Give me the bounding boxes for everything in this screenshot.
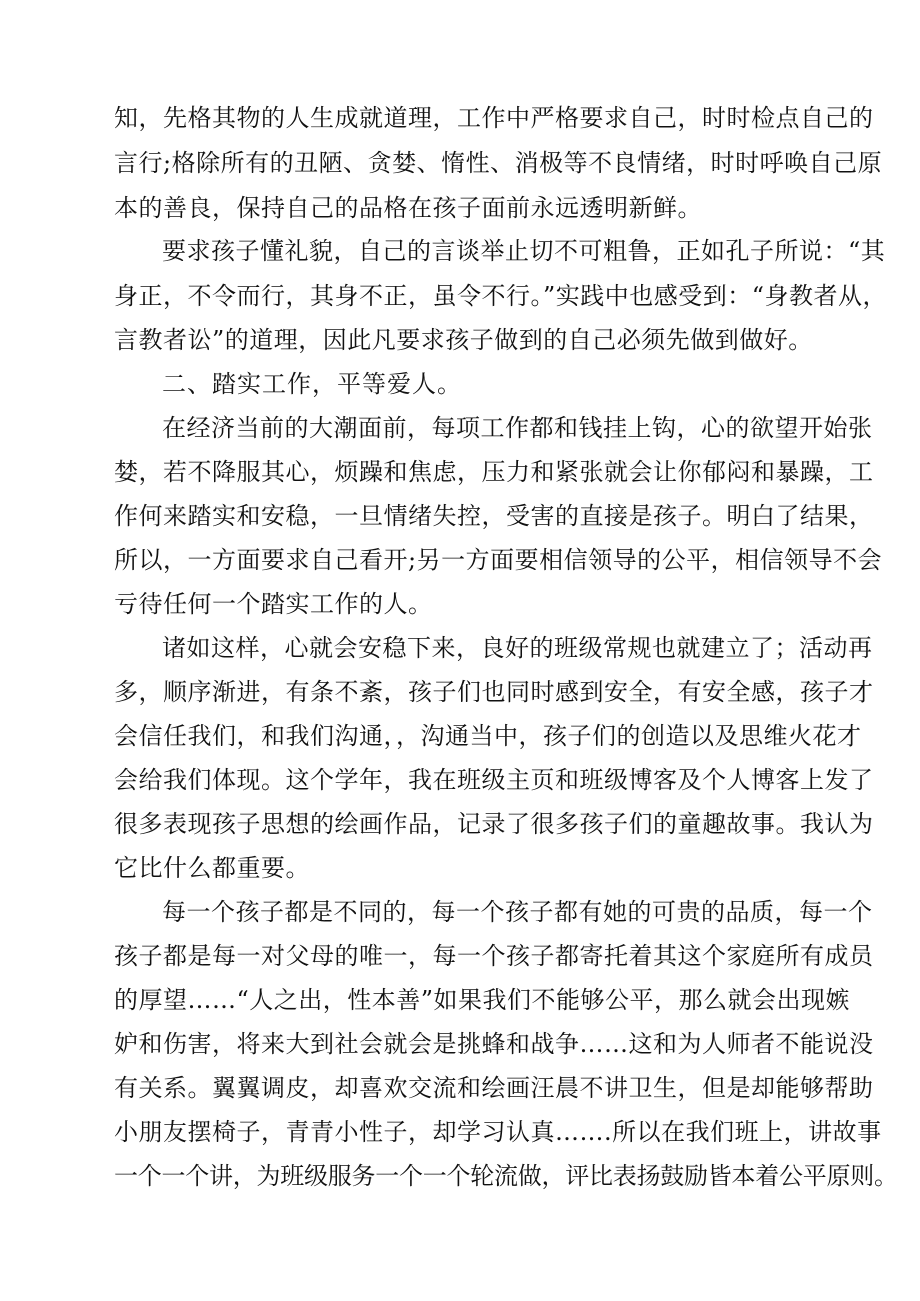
text-line: 妒和伤害，将来大到社会就会是挑蜂和战争……这和为人师者不能说没	[114, 1030, 874, 1058]
paragraph-start-line: 每一个孩子都是不同的，每一个孩子都有她的可贵的品质，每一个	[162, 898, 873, 926]
text-line: 本的善良，保持自己的品格在孩子面前永远透明新鲜。	[114, 194, 702, 222]
text-line: 作何来踏实和安稳，一旦情绪失控，受害的直接是孩子。明白了结果，	[114, 502, 874, 530]
text-line: 的厚望……“人之出，性本善”如果我们不能够公平，那么就会出现嫉	[114, 986, 851, 1014]
text-line: 言教者讼”的道理，因此凡要求孩子做到的自己必须先做到做好。	[114, 326, 813, 354]
paragraph-start-line: 在经济当前的大潮面前，每项工作都和钱挂上钩，心的欲望开始张	[162, 414, 873, 442]
section-heading: 二、踏实工作，平等爱人。	[162, 370, 462, 398]
paragraph-start-line: 诸如这样，心就会安稳下来，良好的班级常规也就建立了；活动再	[162, 634, 873, 662]
text-line: 小朋友摆椅子，青青小性子，却学习认真…….所以在我们班上，讲故事	[114, 1118, 882, 1146]
text-line: 言行;格除所有的丑陋、贪婪、惰性、消极等不良情绪，时时呼唤自己原	[114, 149, 883, 177]
text-line: 它比什么都重要。	[114, 854, 310, 882]
text-line: 一个一个讲，为班级服务一个一个轮流做，评比表扬鼓励皆本着公平原则。	[114, 1162, 898, 1190]
text-line: 有关系。翼翼调皮，却喜欢交流和绘画汪晨不讲卫生，但是却能够帮助	[114, 1074, 874, 1102]
text-line: 孩子都是每一对父母的唯一，每一个孩子都寄托着其这个家庭所有成员	[114, 942, 874, 970]
paragraph-start-line: 要求孩子懂礼貌，自己的言谈举止切不可粗鲁，正如孔子所说：“其	[162, 237, 886, 265]
text-line: 很多表现孩子思想的绘画作品，记录了很多孩子们的童趣故事。我认为	[114, 810, 874, 838]
text-line: 多，顺序渐进，有条不紊，孩子们也同时感到安全，有安全感，孩子才	[114, 678, 874, 706]
text-line: 亏待任何一个踏实工作的人。	[114, 590, 433, 618]
text-line: 会给我们体现。这个学年，我在班级主页和班级博客及个人博客上发了	[114, 766, 874, 794]
text-line: 身正，不令而行，其身不正，虽令不行。”实践中也感受到：“身教者从，	[114, 282, 888, 310]
text-line: 婪，若不降服其心，烦躁和焦虑，压力和紧张就会让你郁闷和暴躁，工	[114, 458, 874, 486]
text-line: 知，先格其物的人生成就道理，工作中严格要求自己，时时检点自己的	[114, 104, 874, 132]
text-line: 会信任我们，和我们沟通，，沟通当中，孩子们的创造以及思维火花才	[114, 722, 862, 750]
text-line: 所以，一方面要求自己看开;另一方面要相信领导的公平，相信领导不会	[114, 546, 883, 574]
